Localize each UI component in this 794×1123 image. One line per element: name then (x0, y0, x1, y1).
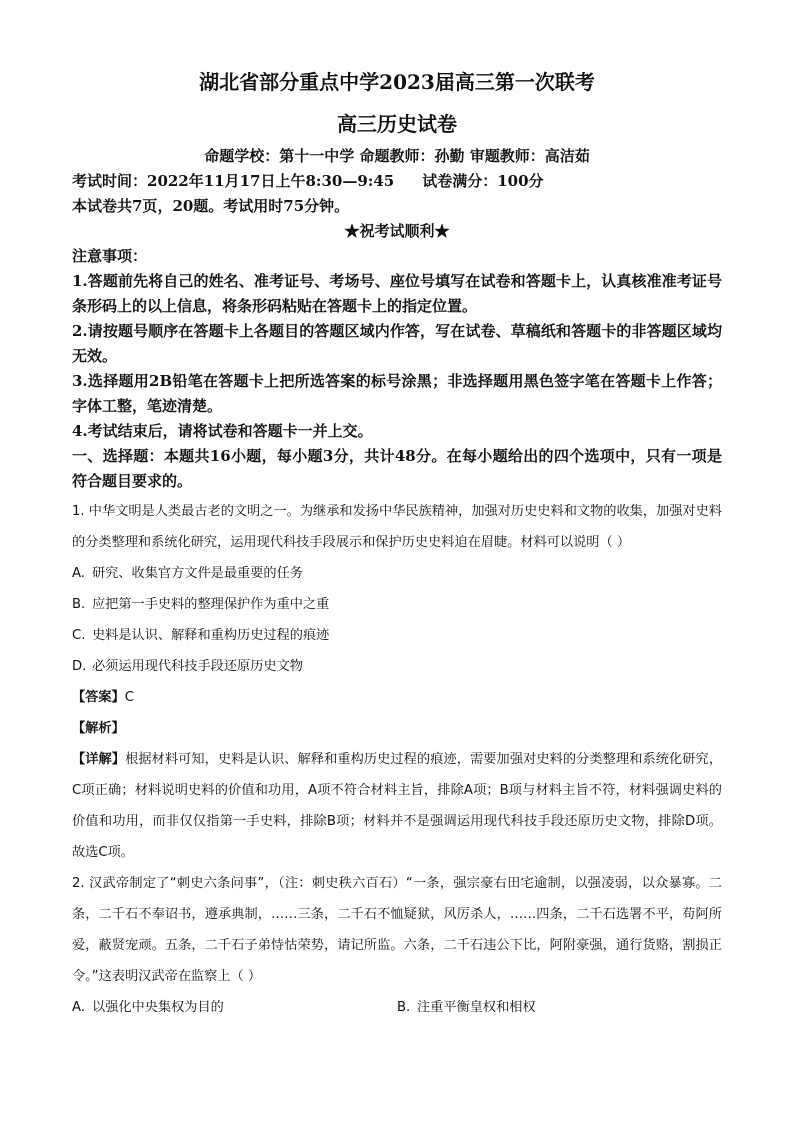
option-letter: D. (72, 659, 87, 674)
blessing: ★祝考试顺利★ (344, 222, 450, 240)
analysis-line (72, 713, 722, 744)
note-item: 3.选择题用2B铅笔在答题卡上把所选答案的标号涂黑；非选择题用黑色签字笔在答题卡上作答；字体工整，笔迹清楚。 (72, 372, 722, 415)
authors-line: 命题学校：第十一中学 命题教师：孙勤 审题教师：高洁茹 (204, 147, 590, 165)
option-letter: B. (72, 597, 86, 612)
exam-subtitle: 高三历史试卷 (337, 112, 457, 136)
option-letter: A. (72, 566, 85, 581)
exam-meta-row (72, 169, 722, 194)
option-a (72, 992, 397, 1023)
option-text: 研究、收集官方文件是最重要的任务 (92, 566, 303, 581)
option-letter: B. (397, 1000, 411, 1015)
exam-title: 湖北省部分重点中学2023届高三第一次联考 (199, 70, 595, 94)
option-b (397, 992, 722, 1023)
option-letter: C. (72, 628, 86, 643)
option-text: 应把第一手史料的整理保护作为重中之重 (92, 597, 330, 612)
note-item: 2.请按题号顺序在答题卡上各题目的答题区域内作答，写在试卷、草稿纸和答题卡的非答题区域均无效。 (72, 322, 722, 365)
option-text: 注重平衡皇权和相权 (417, 1000, 536, 1015)
detail-paragraph (72, 744, 722, 868)
note-item: 4.考试结束后，请将试卷和答题卡一并上交。 (72, 422, 373, 440)
page-info: 本试卷共7页，20题。考试用时75分钟。 (72, 197, 350, 215)
option-d (72, 651, 722, 682)
question-stem: 1. 中华文明是人类最古老的文明之一。为继承和发扬中华民族精神，加强对历史史料和文物的收集，加强对史料的分类整理和系统化研究，运用现代科技手段展示和保护历史史料迫在眉睫。材料可以说明（ ） (72, 504, 722, 550)
section-heading: 一、选择题：本题共16小题，每小题3分，共计48分。在每小题给出的四个选项中，只有一项是符合题目要求的。 (72, 447, 722, 490)
option-text: 史料是认识、解释和重构历史过程的痕迹 (92, 628, 330, 643)
question-2 (72, 868, 722, 1023)
analysis-label: 【解析】 (72, 721, 125, 736)
answer-label: 【答案】 (72, 690, 125, 705)
options-row (72, 992, 722, 1023)
question-1 (72, 496, 722, 868)
full-score: 试卷满分：100分 (422, 172, 544, 190)
detail-label: 【详解】 (72, 752, 126, 767)
notes-section (72, 244, 722, 444)
notes-heading: 注意事项： (72, 247, 148, 265)
detail-text: 根据材料可知，史料是认识、解释和重构历史过程的痕迹，需要加强对史料的分类整理和系统化研究，C项正确；材料说明史料的价值和功用，A项不符合材料主旨，排除A项；B项与材料主旨不符，材料强调史料的价值和功用，而非仅仅指第一手史料，排除B项；材料并不是强调运用现代科技手段还原历史文物，排除D项。故选C项。 (72, 752, 723, 860)
answer-value: C (124, 690, 134, 705)
option-a (72, 558, 722, 589)
option-b (72, 589, 722, 620)
note-item: 1.答题前先将自己的姓名、准考证号、考场号、座位号填写在试卷和答题卡上，认真核准准考证号条形码上的以上信息，将条形码粘贴在答题卡上的指定位置。 (72, 272, 722, 315)
exam-time: 考试时间：2022年11月17日上午8:30—9:45 (72, 172, 395, 190)
option-c (72, 620, 722, 651)
question-stem: 2. 汉武帝制定了“刺史六条问事”，（注：刺史秩六百石）“一条，强宗豪右田宅逾制，以强凌弱，以众暴寡。二条，二千石不奉诏书，遵承典制，……三条，二千石不恤疑狱，风厉杀人，……四条，二千石选署不平，苟阿所爱，蔽贤宠顽。五条，二千石子弟恃怙荣势，请记所监。六条，二千石违公下比，阿附豪强，通行货赂，割损正令。”这表明汉武帝在监察上（ ） (72, 876, 722, 984)
option-text: 以强化中央集权为目的 (92, 1000, 224, 1015)
answer-line (72, 682, 722, 713)
option-letter: A. (72, 1000, 85, 1015)
option-text: 必须运用现代科技手段还原历史文物 (92, 659, 303, 674)
